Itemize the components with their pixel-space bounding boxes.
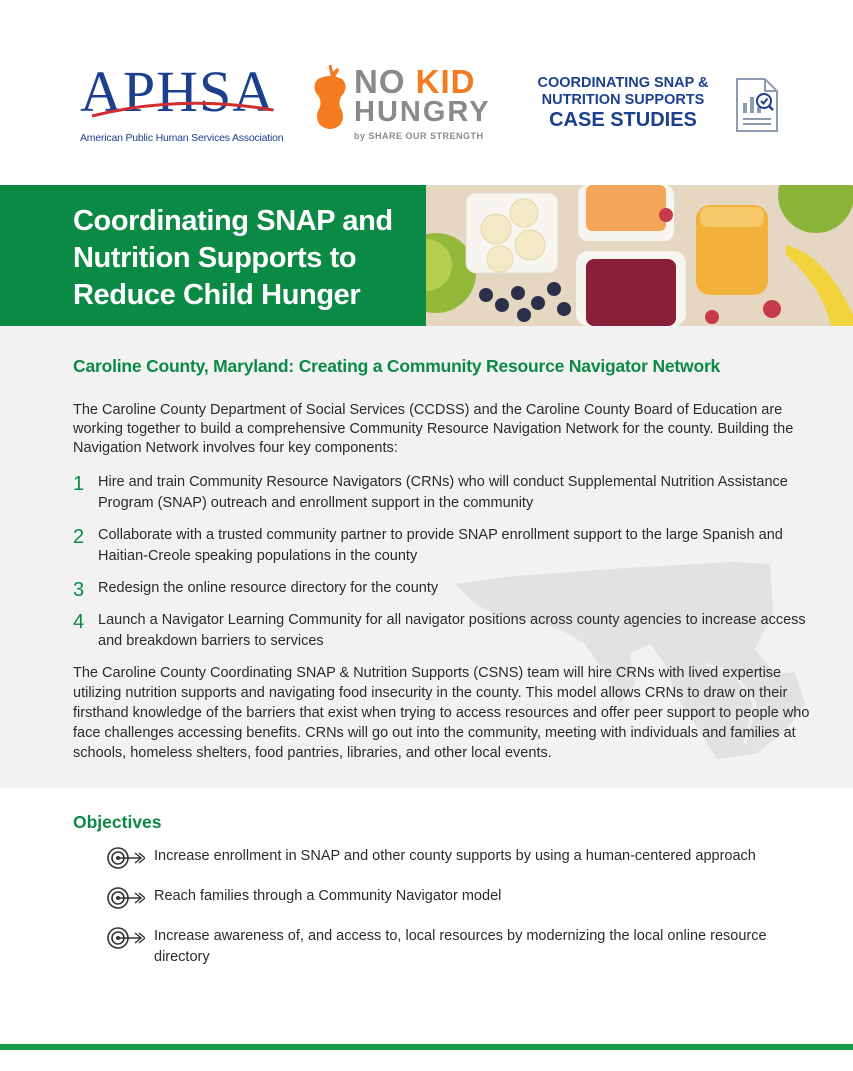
- target-arrow-icon: [105, 886, 145, 910]
- step-text: Redesign the online resource directory for the county: [98, 580, 439, 596]
- aphsa-swoosh-icon: [90, 100, 275, 120]
- title-banner: [0, 185, 853, 326]
- list-item: [73, 578, 813, 599]
- step-number: 4: [73, 611, 85, 633]
- banner-green-block: [0, 185, 426, 326]
- case-study-panel: [0, 326, 853, 788]
- objective-text: Reach families through a Community Navigator model: [154, 888, 502, 904]
- objective-item: [105, 926, 825, 968]
- aphsa-subtitle: American Public Human Services Association: [80, 132, 284, 144]
- footer-divider: [0, 1044, 853, 1050]
- header-logos: [0, 0, 853, 185]
- step-number: 3: [73, 579, 85, 601]
- target-arrow-icon: [105, 926, 145, 950]
- step-text: Collaborate with a trusted community partner to provide SNAP enrollment support to the large Spanish and Haitian-Creole speaking populations in the county: [98, 527, 783, 564]
- page-title-line-2: Nutrition Supports to: [73, 242, 357, 274]
- page-title: [73, 203, 393, 314]
- objective-text: Increase enrollment in SNAP and other county supports by using a human-centered approach: [154, 848, 756, 864]
- page-title-line-1: Coordinating SNAP and: [73, 205, 393, 237]
- list-item: [73, 610, 813, 652]
- objective-item: [105, 846, 825, 867]
- intro-paragraph: The Caroline County Department of Social Services (CCDSS) and the Caroline County Board of Education are working together to build a comprehensive Community Resource Navigation Network for the county. Building the Navigation Network involves four key components:: [73, 402, 794, 456]
- nkh-word-no: NO: [354, 63, 416, 100]
- nkh-line1: [354, 65, 476, 99]
- list-item: [73, 525, 813, 567]
- objectives-list: [105, 846, 825, 987]
- step-text: Hire and train Community Resource Navigators (CRNs) who will conduct Supplemental Nutrition Assistance Program (SNAP) outreach and enrollment support in the community: [98, 474, 788, 511]
- components-list: [73, 472, 813, 663]
- food-photo-illustration: [426, 185, 853, 326]
- target-arrow-icon: [105, 846, 145, 870]
- case-studies-line3: CASE STUDIES: [549, 109, 697, 131]
- objective-text: Increase awareness of, and access to, local resources by modernizing the local online resource directory: [154, 928, 767, 965]
- nkh-word-kid: KID: [415, 63, 476, 100]
- case-studies-logo: [523, 75, 783, 135]
- step-number: 1: [73, 473, 85, 495]
- objectives-heading: Objectives: [73, 812, 162, 832]
- step-text: Launch a Navigator Learning Community for all navigator positions across county agencies to increase access and breakdown barriers to services: [98, 612, 806, 649]
- food-photo: [426, 185, 853, 326]
- section-heading: Caroline County, Maryland: Creating a Community Resource Navigator Network: [73, 356, 721, 376]
- no-kid-hungry-logo: [308, 63, 493, 148]
- nkh-tagline: by SHARE OUR STRENGTH: [354, 131, 484, 141]
- team-paragraph: The Caroline County Coordinating SNAP & Nutrition Supports (CSNS) team will hire CRNs with lived expertise utilizing nutrition supports and navigating food insecurity in the county. This model allows CRNs to draw on their firsthand knowledge of the barriers that exist when trying to access resources and offer peer support to people who face challenges accessing benefits. CRNs will go out into the community, meeting with individuals and families at schools, homeless shelters, food pantries, libraries, and other local events.: [73, 665, 810, 761]
- case-studies-line2: NUTRITION SUPPORTS: [541, 92, 705, 108]
- objective-item: [105, 886, 825, 907]
- nkh-line2: HUNGRY: [354, 96, 491, 128]
- apple-core-icon: [308, 63, 352, 133]
- step-number: 2: [73, 526, 85, 548]
- page-title-line-3: Reduce Child Hunger: [73, 279, 361, 311]
- report-chart-icon: [733, 77, 781, 133]
- aphsa-wordmark: APHSA: [80, 59, 276, 124]
- case-studies-line1: COORDINATING SNAP &: [537, 75, 709, 91]
- list-item: [73, 472, 813, 514]
